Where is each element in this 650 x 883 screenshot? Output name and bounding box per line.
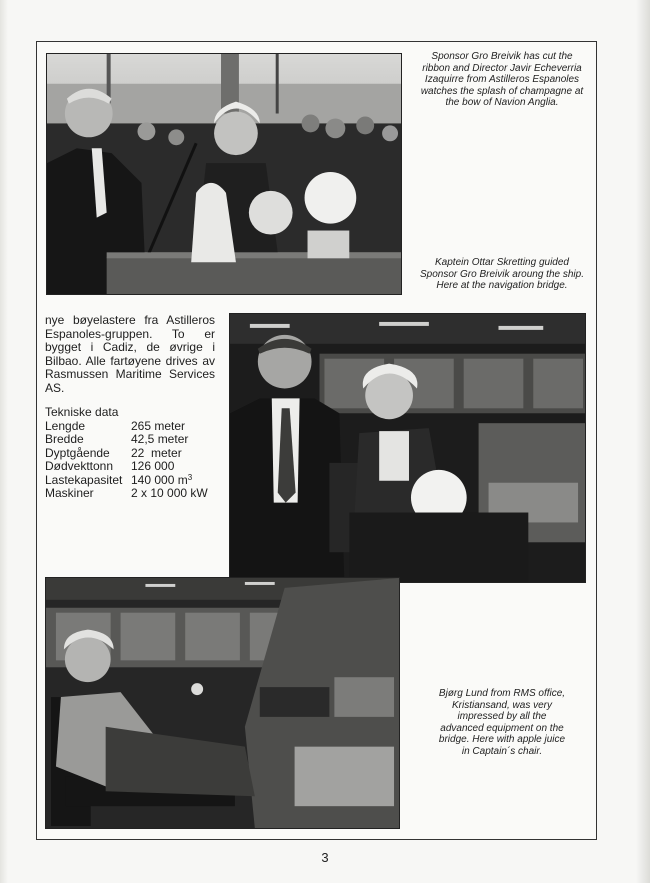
technical-data-table <box>45 406 225 501</box>
caption-line: ribbon and Director Javir Echeverria <box>422 62 582 74</box>
spec-label: Bredde <box>45 432 84 446</box>
photo-naming-ceremony <box>46 53 402 295</box>
caption-line: Sponsor Gro Breivik has cut the <box>431 51 573 62</box>
caption-line: Here at the navigation bridge. <box>436 280 568 291</box>
caption-line: in Captain´s chair. <box>461 745 543 757</box>
body-paragraph: nye bøyelastere fra Astilleros Espanoles-gruppen. To er bygget i Cadiz, de øvrige i Bilbao. Alle fartøyene drives av Rasmussen Maritime Services AS. <box>45 313 215 395</box>
spec-row <box>45 460 225 474</box>
spec-value <box>131 420 185 434</box>
spec-value-text: 126 000 <box>131 459 175 473</box>
spec-row <box>45 474 225 488</box>
spec-label: Lastekapasitet <box>45 472 123 487</box>
spec-value-text: 140 000 m <box>131 472 188 487</box>
page-edge-right <box>636 0 650 883</box>
spec-row <box>45 420 225 434</box>
spec-row <box>45 487 225 501</box>
spec-value-superscript: 3 <box>187 472 193 482</box>
caption-line: watches the splash of champagne at <box>420 85 584 97</box>
caption-naming-ceremony <box>408 51 596 109</box>
spec-value-text: 265 meter <box>131 418 186 433</box>
spec-row <box>45 433 225 447</box>
spec-value <box>131 433 188 447</box>
caption-line: Izaquirre from Astilleros Espanoles <box>424 74 580 85</box>
caption-line: Bjørg Lund from RMS office, <box>438 688 566 699</box>
caption-line: Kaptein Ottar Skretting guided <box>435 257 569 268</box>
caption-line: advanced equipment on the <box>440 722 564 734</box>
photo-navigation-bridge <box>229 313 586 583</box>
article-body-text <box>45 314 215 396</box>
spec-label: Lengde <box>45 418 86 433</box>
caption-line: the bow of Navion Anglia. <box>445 97 559 108</box>
caption-navigation-bridge <box>408 257 596 292</box>
caption-line: Kristiansand, was very <box>451 699 553 711</box>
spec-value <box>131 460 174 474</box>
page-edge <box>0 0 8 883</box>
spec-value <box>131 474 192 488</box>
spec-value-text: 2 x 10 000 kW <box>131 486 208 500</box>
page-number: 3 <box>321 850 329 865</box>
spec-label: Maskiner <box>45 486 94 500</box>
spec-value <box>131 487 208 501</box>
spec-value <box>131 447 182 461</box>
caption-captains-chair <box>408 688 596 757</box>
spec-label: Dødvekttonn <box>45 459 114 473</box>
caption-line: impressed by all the <box>457 711 547 722</box>
spec-value-text: 42,5 meter <box>131 432 189 446</box>
spec-row <box>45 447 225 461</box>
spec-value-text: 22 meter <box>131 445 182 460</box>
technical-data-title: Tekniske data <box>45 405 119 419</box>
photo-captains-chair <box>45 577 400 829</box>
spec-label: Dyptgående <box>45 445 110 460</box>
caption-line: bridge. Here with apple juice <box>438 734 566 745</box>
caption-line: Sponsor Gro Breivik aroung the ship. <box>420 268 584 280</box>
